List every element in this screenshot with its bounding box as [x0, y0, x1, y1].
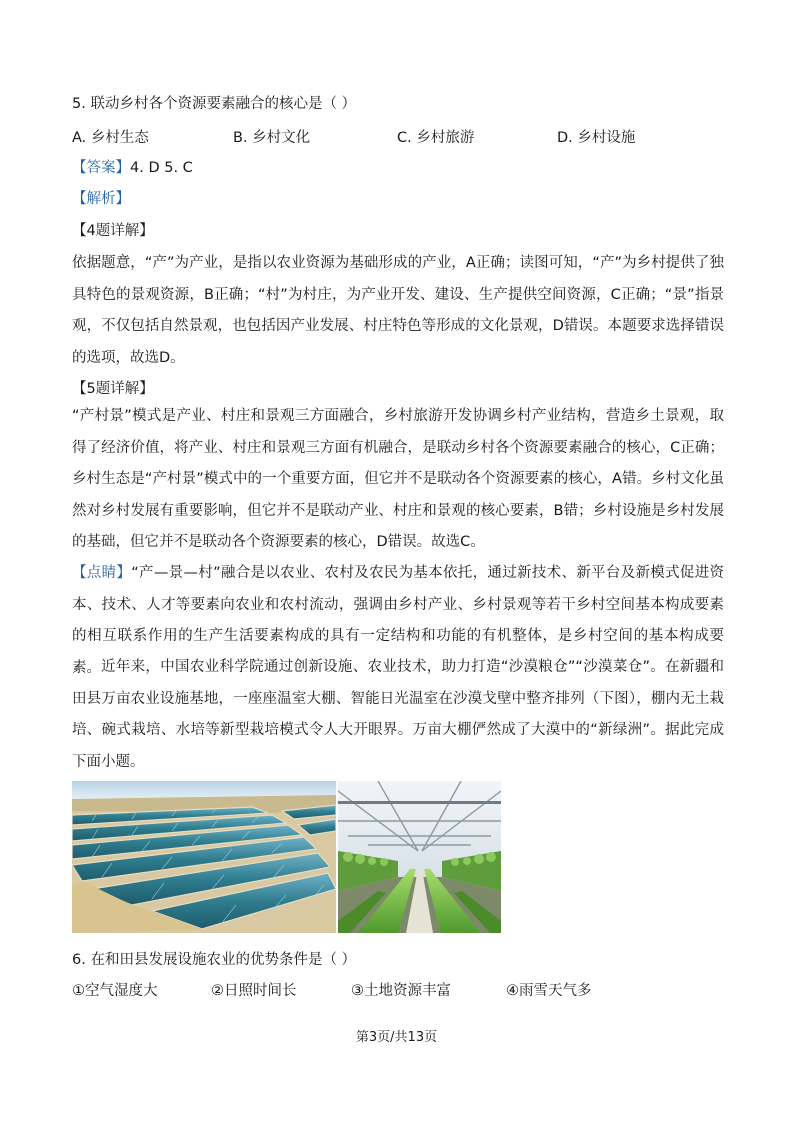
analysis-label: 【解析】 [72, 191, 130, 207]
q5-option-b: B. 乡村文化 [233, 130, 311, 146]
tip-text: “产—景—村”融合是以农业、农村及农民为基本依托，通过新技术、新平台及新模式促进资本、技术、人才等要素向农业和农村流动，强调由乡村产业、乡村景观等若干乡村空间基本构成要素的相互联系作用的生产生活要素构成的具有一定结构和功能的有机整体，是乡村空间的基本构成要素。 [72, 565, 724, 676]
greenhouse-interior-image [338, 781, 501, 933]
greenhouse-aerial-image [72, 781, 336, 933]
q5-option-c: C. 乡村旅游 [397, 130, 475, 146]
page-number-footer: 第3页/共13页 [355, 1030, 438, 1045]
answer-text: 4. D 5. C [130, 160, 193, 176]
detail-5-text: “产村景”模式是产业、村庄和景观三方面融合，乡村旅游开发协调乡村产业结构，营造乡土景观，取得了经济价值，将产业、村庄和景观三方面有机融合，是联动乡村各个资源要素融合的核心，C正确；乡村生态是“产村景”模式中的一个重要方面，但它并不是联动各个资源要素的核心，A错。乡村文化虽然对乡村发展有重要影响，但它并不是联动产业、村庄和景观的核心要素，B错；乡村设施是乡村发展的基础，但它并不是联动各个资源要素的核心，D错误。故选C。 [72, 408, 724, 550]
q6-option-1: ①空气湿度大 [72, 983, 158, 999]
question-5-stem: 5. 联动乡村各个资源要素融合的核心是（ ） [72, 96, 357, 112]
question-6-stem: 6. 在和田县发展设施农业的优势条件是（ ） [72, 952, 357, 968]
q5-option-a: A. 乡村生态 [72, 130, 149, 146]
greenhouse-aerial-photo [72, 781, 336, 933]
tip-label: 【点睛】 [72, 565, 132, 581]
q6-option-3: ③土地资源丰富 [351, 983, 451, 999]
detail-4-text: 依据题意，“产”为产业，是指以农业资源为基础形成的产业，A正确；读图可知，“产”为乡村提供了独具特色的景观资源，B正确；“村”为村庄，为产业开发、建设、生产提供空间资源，C正确；“景”指景观，不仅包括自然景观，也包括因产业发展、村庄特色等形成的文化景观，D错误。本题要求选择错误的选项，故选D。 [72, 255, 724, 366]
detail-4-label: 【4题详解】 [72, 223, 154, 239]
q6-option-4: ④雨雪天气多 [506, 983, 592, 999]
detail-5-label: 【5题详解】 [72, 381, 154, 397]
q6-option-2: ②日照时间长 [211, 983, 297, 999]
answer-label: 【答案】 [72, 160, 130, 176]
q5-option-d: D. 乡村设施 [557, 130, 636, 146]
answer-line [72, 158, 193, 178]
material-paragraph: 近年来，中国农业科学院通过创新设施、农业技术，助力打造“沙漠粮仓”“沙漠菜仓”。在新疆和田县万亩农业设施基地，一座座温室大棚、智能日光温室在沙漠戈壁中整齐排列（下图），棚内无土栽培、碗式栽培、水培等新型栽培模式令人大开眼界。万亩大棚俨然成了大漠中的“新绿洲”。据此完成下面小题。 [72, 659, 724, 770]
greenhouse-interior-photo [338, 781, 501, 933]
